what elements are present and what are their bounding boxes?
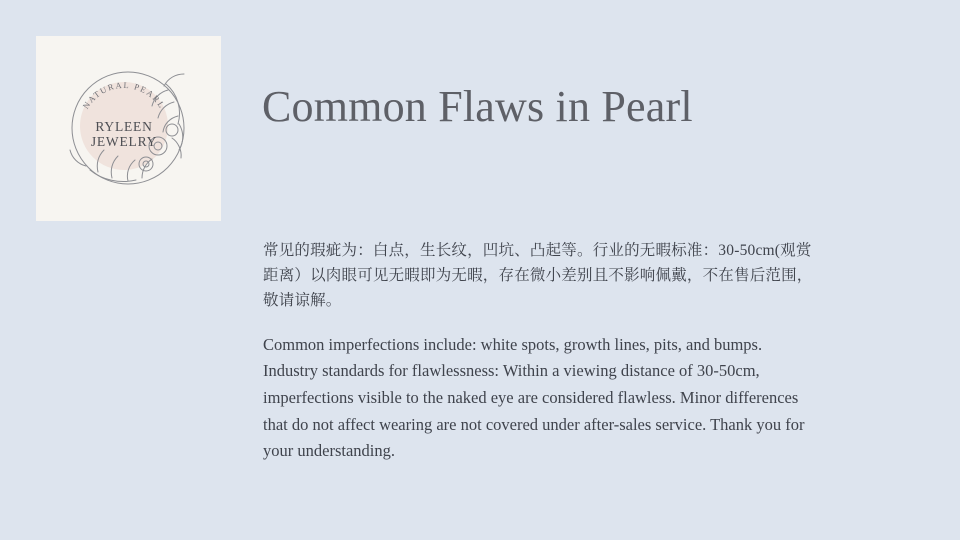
slide-title: Common Flaws in Pearl (262, 82, 693, 132)
svg-text:NATURAL PEARL: NATURAL PEARL (80, 79, 168, 111)
brand-logo-card (36, 36, 221, 221)
ryleen-jewelry-logo-icon (46, 46, 211, 211)
body-paragraph-english: Common imperfections include: white spots, growth lines, pits, and bumps. Industry standards for flawlessness: Within a viewing distance of 30-50cm, imperfections visible to the naked eye are considered flawless. Minor differences that do not affect wearing are not covered under after-sales service. Thank you for your understanding. (263, 334, 805, 461)
body-paragraph-chinese: 常见的瑕疵为：白点，生长纹，凹坑、凸起等。行业的无暇标准：30-50cm(观赏距离）以肉眼可见无暇即为无暇，存在微小差别且不影响佩戴，不在售后范围，敬请谅解。 (263, 241, 813, 309)
svg-text:JEWELRY: JEWELRY (90, 134, 158, 149)
svg-text:RYLEEN: RYLEEN (95, 119, 153, 134)
